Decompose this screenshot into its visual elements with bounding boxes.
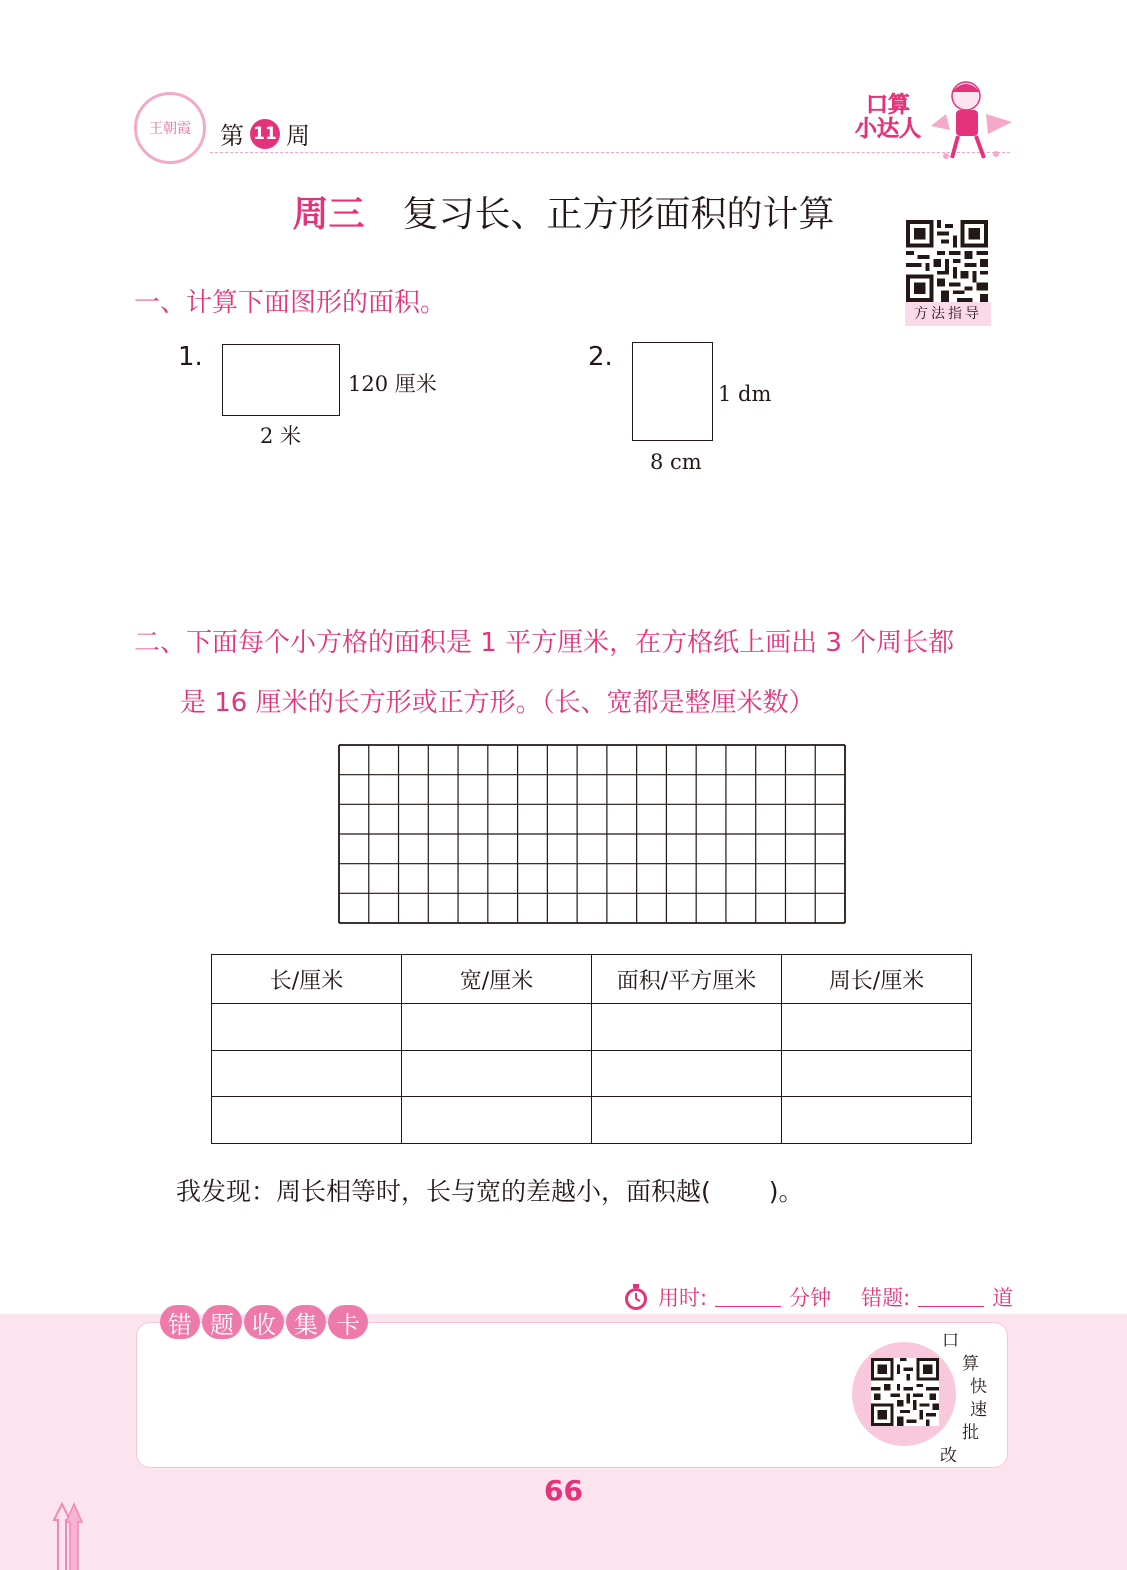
answer-cell[interactable] xyxy=(212,1004,402,1051)
qr-code-method-guide[interactable] xyxy=(905,220,989,302)
publisher-logo xyxy=(134,92,206,164)
answer-cell[interactable] xyxy=(592,1004,782,1051)
brand-logo xyxy=(852,94,924,142)
errors-blank[interactable] xyxy=(918,1288,984,1307)
time-unit: 分钟 xyxy=(789,1286,832,1310)
question-2-number: 2. xyxy=(588,342,613,372)
vtext-char: 批 xyxy=(962,1423,979,1443)
section-1-heading: 一、计算下面图形的面积。 xyxy=(134,288,447,318)
vtext-char: 改 xyxy=(940,1446,957,1466)
brand-line-1: 口算 xyxy=(865,93,910,118)
vtext-char: 算 xyxy=(962,1354,979,1374)
answer-cell[interactable] xyxy=(402,1004,592,1051)
question-1-rectangle xyxy=(222,344,340,416)
card-title-char: 集 xyxy=(286,1305,326,1339)
vtext-char: 速 xyxy=(970,1400,987,1420)
answer-table-header-row xyxy=(212,955,972,1004)
header-divider xyxy=(210,152,1010,153)
page-number: 66 xyxy=(544,1474,583,1507)
vtext-char: 快 xyxy=(970,1377,987,1397)
answer-cell[interactable] xyxy=(402,1097,592,1144)
card-title-char: 错 xyxy=(160,1305,200,1339)
table-row xyxy=(212,1050,972,1097)
card-title-char: 收 xyxy=(244,1305,284,1339)
title-topic: 复习长、正方形面积的计算 xyxy=(402,194,835,235)
quick-grading-vertical-text xyxy=(940,1330,992,1468)
title-day: 周三 xyxy=(292,194,365,235)
arrow-up-icon xyxy=(52,1500,92,1570)
table-row xyxy=(212,1097,972,1144)
answer-cell[interactable] xyxy=(592,1097,782,1144)
question-1-side-label: 120 厘米 xyxy=(348,372,437,396)
mascot-illustration xyxy=(926,74,1016,166)
finding-sentence[interactable]: 我发现：周长相等时，长与宽的差越小，面积越( )。 xyxy=(176,1177,804,1206)
section-2-heading-line-2: 是 16 厘米的长方形或正方形。（长、宽都是整厘米数） xyxy=(180,688,815,718)
week-prefix: 第 xyxy=(220,122,244,150)
brand-line-2: 小达人 xyxy=(854,117,921,142)
errors-label: 错题: xyxy=(861,1286,911,1310)
method-guide-label: 方法指导 xyxy=(905,302,991,326)
answer-cell[interactable] xyxy=(782,1004,972,1051)
question-1-number: 1. xyxy=(178,342,203,372)
header-area: 面积/平方厘米 xyxy=(592,955,782,1004)
question-2-bottom-label: 8 cm xyxy=(650,450,702,474)
week-number-badge: 11 xyxy=(250,119,280,149)
card-title-char: 卡 xyxy=(328,1305,368,1339)
question-2-side-label: 1 dm xyxy=(718,382,772,406)
vtext-char: 口 xyxy=(942,1331,959,1351)
answer-cell[interactable] xyxy=(592,1050,782,1097)
section-2-heading-line-1: 二、下面每个小方格的面积是 1 平方厘米，在方格纸上画出 3 个周长都 xyxy=(134,628,955,658)
question-1-bottom-label: 2 米 xyxy=(260,424,302,448)
time-label: 用时: xyxy=(658,1286,708,1310)
answer-cell[interactable] xyxy=(212,1097,402,1144)
answer-cell[interactable] xyxy=(402,1050,592,1097)
week-suffix: 周 xyxy=(286,122,310,150)
header-length: 长/厘米 xyxy=(212,955,402,1004)
answer-cell[interactable] xyxy=(782,1050,972,1097)
time-blank[interactable] xyxy=(715,1288,781,1307)
error-collection-card-title xyxy=(160,1305,368,1339)
errors-unit: 道 xyxy=(992,1286,1014,1310)
week-label xyxy=(220,116,310,151)
answer-cell[interactable] xyxy=(212,1050,402,1097)
header-perimeter: 周长/厘米 xyxy=(782,955,972,1004)
answer-cell[interactable] xyxy=(782,1097,972,1144)
square-grid-paper[interactable] xyxy=(338,744,846,924)
timing-row xyxy=(622,1282,1013,1312)
table-row xyxy=(212,1004,972,1051)
publisher-logo-text: 王朝霞 xyxy=(149,121,191,137)
question-2-rectangle xyxy=(632,342,713,441)
qr-code-quick-grading[interactable] xyxy=(870,1358,940,1426)
answer-table xyxy=(211,954,972,1144)
header-width: 宽/厘米 xyxy=(402,955,592,1004)
stopwatch-icon xyxy=(622,1283,650,1311)
card-title-char: 题 xyxy=(202,1305,242,1339)
